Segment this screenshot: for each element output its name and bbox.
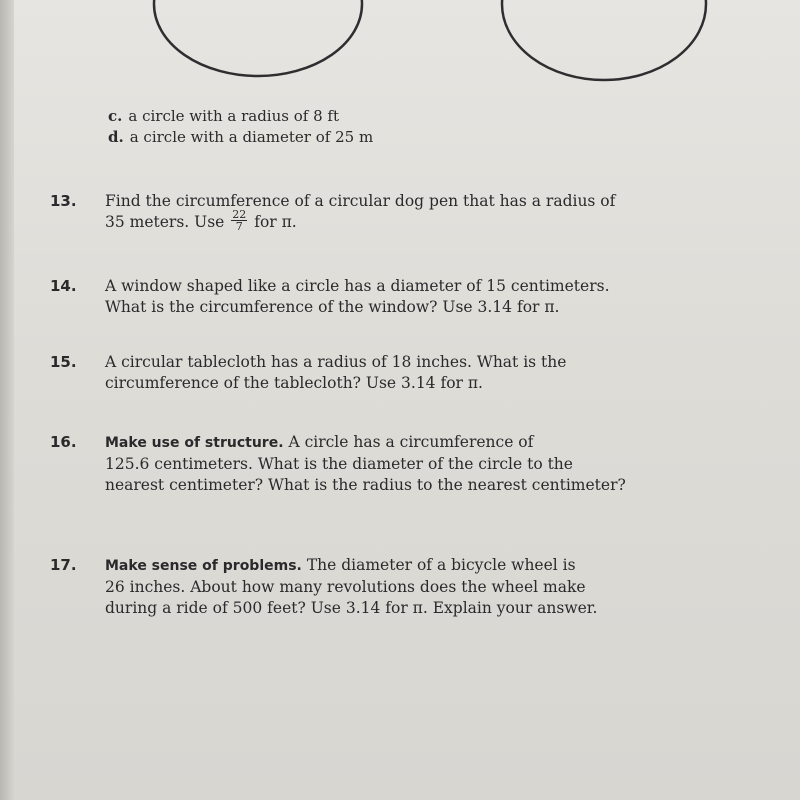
- problem-line: A window shaped like a circle has a diameter of 15 centimeters.: [105, 277, 610, 295]
- fraction-denominator: 7: [235, 219, 243, 233]
- problem-line: 125.6 centimeters. What is the diameter of the circle to the: [105, 455, 573, 473]
- problem-number: 17.: [50, 556, 77, 574]
- problem-lead: Make use of structure.: [105, 435, 284, 451]
- circle-figures: [0, 0, 800, 100]
- problem-14: [50, 276, 795, 318]
- problem-line: What is the circumference of the window? Use 3.14 for π.: [105, 298, 560, 316]
- problem-text: [105, 276, 795, 318]
- problem-line: [105, 555, 795, 577]
- sub-item-letter: d.: [108, 128, 124, 146]
- problem-number: 13.: [50, 192, 77, 210]
- problem-line: circumference of the tablecloth? Use 3.14 for π.: [105, 374, 483, 392]
- problem-line: [105, 207, 795, 233]
- problem-line: A circular tablecloth has a radius of 18 inches. What is the: [105, 353, 567, 371]
- sub-item-text: a circle with a radius of 8 ft: [128, 107, 339, 125]
- problem-line: 26 inches. About how many revolutions does the wheel make: [105, 578, 586, 596]
- sub-item-text: a circle with a diameter of 25 m: [129, 128, 374, 146]
- sub-item-c: [108, 106, 373, 127]
- problem-line: during a ride of 500 feet? Use 3.14 for π. Explain your answer.: [105, 599, 598, 617]
- problem-line: [105, 432, 795, 454]
- problem-text: [105, 555, 795, 619]
- problem-13: [50, 191, 795, 233]
- problem-16: [50, 432, 795, 496]
- page-edge-shadow: [0, 0, 14, 800]
- fraction: [231, 209, 247, 232]
- sub-item-letter: c.: [108, 107, 123, 125]
- problem-lead: Make sense of problems.: [105, 558, 302, 574]
- problem-number: 16.: [50, 433, 77, 451]
- fraction-numerator: 22: [232, 207, 247, 221]
- problem-line: Find the circumference of a circular dog pen that has a radius of: [105, 192, 616, 210]
- sub-item-d: [108, 127, 373, 148]
- problem-line-part: A circle has a circumference of: [288, 433, 534, 451]
- problem-17: [50, 555, 795, 619]
- sub-items-list: [108, 106, 373, 148]
- problem-text: [105, 352, 795, 394]
- circle-figure-d: [502, 0, 706, 80]
- problem-number: 15.: [50, 353, 77, 371]
- problem-line-part: The diameter of a bicycle wheel is: [306, 556, 576, 574]
- problem-text: [105, 191, 795, 233]
- problem-line-part: for π.: [254, 213, 297, 231]
- problem-line: nearest centimeter? What is the radius to the nearest centimeter?: [105, 476, 626, 494]
- problem-15: [50, 352, 795, 394]
- problem-line-part: 35 meters. Use: [105, 213, 225, 231]
- circle-figure-c: [154, 0, 362, 76]
- problem-text: [105, 432, 795, 496]
- problem-number: 14.: [50, 277, 77, 295]
